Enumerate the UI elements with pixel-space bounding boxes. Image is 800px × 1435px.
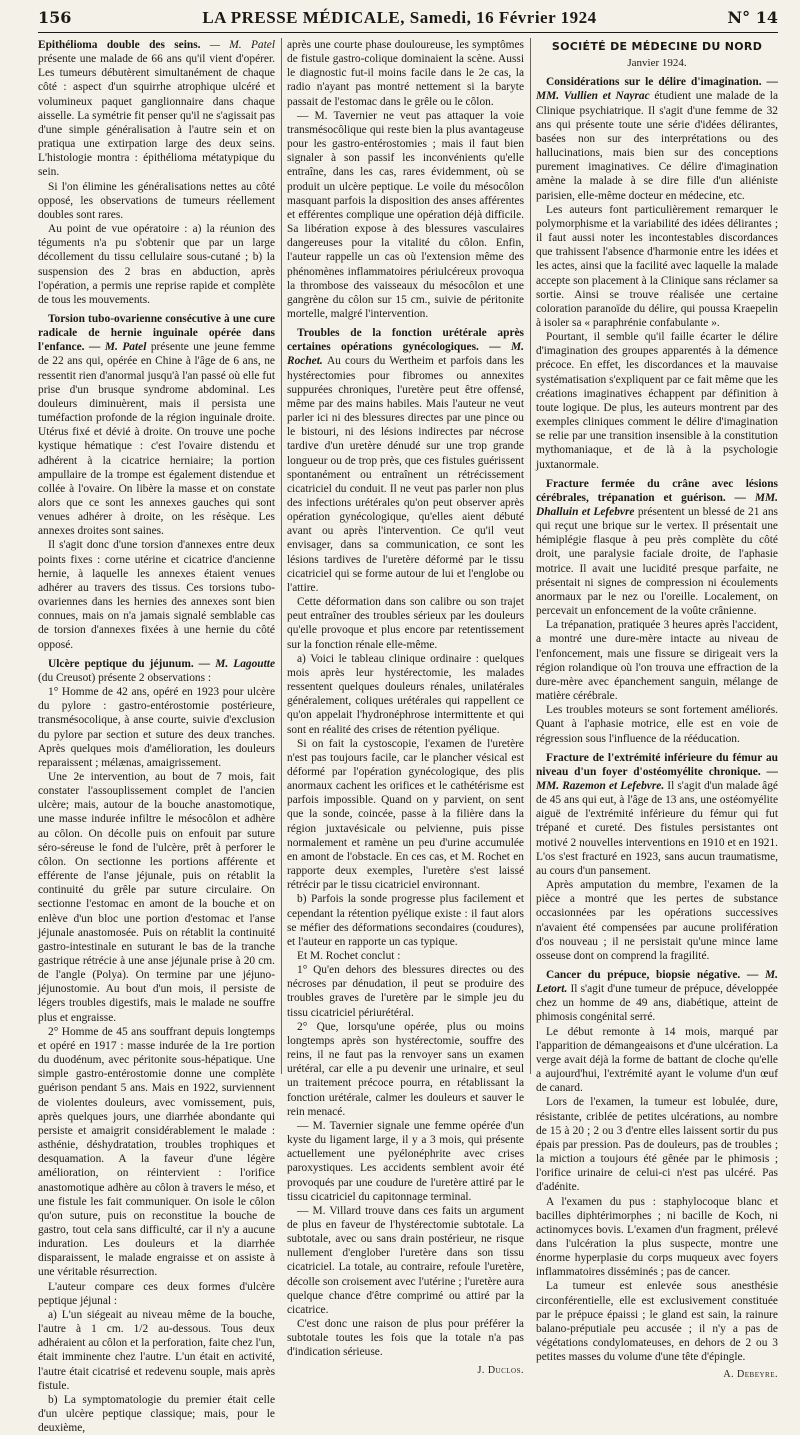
column-3 xyxy=(536,38,779,1381)
article-paragraph: Pourtant, il semble qu'il faille écarter le délire d'imagination des groupes apparentés à la démence précoce. En effet, les discordances et la mauvaise systématisation s'expliquent par ce fait même que les créations imaginatives échappent par définition à toute logique. De plus, les auteurs montrent par des exemples cliniques comment le délire d'imagination se relie par une transition insensible à la constitution mythomaniaque, et de là à la psychologie juxtanormale. xyxy=(536,331,778,471)
article-paragraph: Il s'agit donc d'une torsion d'annexes entre deux points fixes : corne utérine et cicatrice d'ancienne hernie, à laquelle les annexes étaient venues adhérer au travers des tissus. Ces torsions tubo-ovariennes dans les hernies des annexes sont bien connues, mais on n'a jamais signalé semblable cas de torsion d'annexes fixées à une hernie du côté opposé. xyxy=(38,539,275,651)
article-text: étudient une malade de la Clinique psychiatrique. Il s'agit d'une femme de 32 ans qui présente toute une série d'idées délirantes, basées non sur des interprétations ou des hallucinations, mais bien sur des conceptions purement imaginatives. Ce délire d'imagination amène la malade à se dire fille d'un aliéniste parisien, elle-même docteur en médecine, etc. xyxy=(536,90,778,202)
issue-number: N° 14 xyxy=(727,8,778,27)
column-2 xyxy=(287,38,524,1376)
article-paragraph: L'auteur compare ces deux formes d'ulcère peptique jéjunal : xyxy=(38,1280,275,1307)
page-number: 156 xyxy=(38,8,72,27)
column-1 xyxy=(38,38,276,1435)
article-paragraph: A l'examen du pus : staphylocoque blanc et bacilles diphtérimorphes ; ni bacille de Koch, ni actinomyces bovis. L'examen d'un fragment, prélevé dans l'ulcération la plus suspecte, montre une énorme hyperplasie du corps muqueux avec foyers inflammatoires disséminés ; pas de cancer. xyxy=(536,1195,778,1279)
article-author: — M. Patel xyxy=(89,341,147,354)
article-heading xyxy=(287,326,524,595)
article-paragraph: Et M. Rochet conclut : xyxy=(297,950,401,962)
article-author: — MM. Vullien et Nayrac xyxy=(536,76,778,103)
article-text: présentent un blessé de 21 ans qui reçut une brique sur le vertex. Il présentait une hémiplégie flasque à peu près complète du côté droit, une paralysie faciale droite, de l'aphasie motrice. Il avait une lucidité presque parfaite, ne présentait ni signes de compression ni écoulements anormaux par le nez ou l'oreille. Localement, on percevait un enfoncement de la voûte crânienne. xyxy=(536,506,778,618)
article-paragraph: 2° Que, lorsqu'une opérée, plus ou moins longtemps après son hystérectomie, souffre des reins, il ne faut pas la renvoyer sans un examen urétéral, car elle a pu devenir une urinaire, et seul un traitement précoce pourra, en rétablissant la fonction urétérale, calmer les douleurs et sauver le rein menacé. xyxy=(287,1020,524,1118)
article-paragraph: — M. Tavernier ne veut pas attaquer la voie transmésocôlique qui reste bien la plus avantageuse pour les gastro-entérostomies ; mais il faut bien signaler à son passif les inconvénients qu'elle entraîne, dans les cas, rares évidemment, où se produit un ulcère peptique. Le voile du mésocôlon masquant parfois la disposition des anses afférentes et efférentes complique une opération déjà difficile. Sa libération expose à des blessures vasculaires dangereuses pour la vitalité du côlon. Enfin, l'auteur rappelle un cas où l'extension même des phénomènes inflammatoires périulcéreux provoqua la thrombose des vaisseaux du mésocôlon et une gangrène du côlon sur 15 cm., suivie de péritonite mortelle, malgré l'intervention. xyxy=(287,109,524,320)
article-paragraph: 2° Homme de 45 ans souffrant depuis longtemps et opéré en 1917 : masse indurée de la 1re portion du duodénum, avec péritonite sous-hépatique. Une simple gastro-entérostomie donne une complète guérison pendant 5 ans. Mais en 1922, surviennent de violentes douleurs, avec vomissement, puis, après quelques jours, une diarrhée abondante qui persiste et amaigrit considérablement le malade : asthénie, déshydratation, troubles trophiques et desquamation. A la faveur d'une légère amélioration, on réintervient : l'orifice anastomotique adhère au côlon à travers le méso, et une fistule les fait communiquer. On isole le côlon qu'on suture, puis on reconstitue la bouche de gastro, tout cela sans difficulté, car il n'y a aucune induration. Les douleurs et la diarrhée disparaissent, le malade engraisse et on assiste à une véritable résurrection. xyxy=(38,1025,275,1279)
article-paragraph xyxy=(38,38,275,180)
article-paragraph: après une courte phase douloureuse, les symptômes de fistule gastro-colique dominaient la scène. Aussi le diagnostic fut-il moins facile dans le 2e cas, la radio n'ayant pas montré nettement si la baryte passait de l'estomac dans le grêle ou le côlon. xyxy=(287,39,524,108)
article-text: présente une jeune femme de 22 ans qui, opérée en Chine à l'âge de 6 ans, ne ressentit rien d'anormal jusqu'à l'an passé où elle fut prise d'un brusque syndrome abdominal. Les douleurs diminuèrent, mais il persista une tuméfaction profonde de la région inguinale droite. Utérus fixé et dévié à droite. On trouve une poche kystique hématique : c'est l'ovaire distendu et adhérent à la cicatrice herniaire; la portion ampullaire de la trompe est également distendue et collée à l'ovaire. On libère la masse et on constate alors que ce sont les annexes gauches qui sont venues adhérer à droite, on les résèque. Les annexes droites sont saines. xyxy=(38,341,275,538)
article-text: (du Creusot) présente 2 observations : xyxy=(38,671,212,684)
article-paragraph: b) Parfois la sonde progresse plus facilement et cependant la rétention pyélique existe : il faut alors se méfier des déformations secondaires (coudures), et l'auteur en rapporte un cas typique. xyxy=(287,893,524,948)
article-paragraph: La tumeur est enlevée sous anesthésie circonférentielle, elle est exclusivement constituée par le prépuce épaissi ; le gland est sain, la rainure balano-préputiale peu accusée ; il n'y a pas de végétations condylomateuses, en dehors de 2 ou 3 petites masses du volume d'une tête d'épingle. xyxy=(536,1280,778,1364)
article-paragraph: Cette déformation dans son calibre ou son trajet peut entraîner des troubles sérieux par les douleurs qu'elle provoque et plus encore par retentissement sur la fonction rénale elle-même. xyxy=(287,596,524,651)
author-signature: J. Duclos. xyxy=(477,1364,524,1376)
article-paragraph: Les troubles moteurs se sont fortement améliorés. Quant à l'aphasie motrice, elle est en voie de régression sous l'influence de la rééducation. xyxy=(536,704,778,745)
article-author: — M. Lagoutte xyxy=(198,657,276,670)
article-title: Ulcère peptique du jéjunum. xyxy=(48,657,194,670)
article-paragraph: 1° Homme de 42 ans, opéré en 1923 pour ulcère du pylore : gastro-entérostomie postérieure, transmésocolique, à anse courte, suivie d'exclusion du pylore par section et suture des deux tranches. Après quelques mois d'amélioration, les douleurs reparaissent ; mélænas, amaigrissement. xyxy=(38,686,275,769)
article-paragraph: — M. Tavernier signale une femme opérée d'un kyste du ligament large, il y a 3 mois, qui présente actuellement une pyélonéphrite avec crises paroxystiques. Les accidents semblent avoir été provoqués par une coudure de l'uretère attiré par le tissu cicatriciel du capitonnage terminal. xyxy=(287,1119,524,1203)
article-paragraph: a) L'un siégeait au niveau même de la bouche, l'autre à 1 cm. 1/2 au-dessous. Tous deux adhéraient au côlon et la perforation, faite chez l'un, était imminente chez l'autre. L'un était en activité, l'autre était cicatrisé et redevenu souple, mais après fistule. xyxy=(38,1308,275,1392)
article-heading xyxy=(38,657,275,685)
article-paragraph: Si l'on élimine les généralisations nettes au côté opposé, les observations de tumeurs réellement doubles sont rares. xyxy=(38,180,275,221)
article-title: Considérations sur le délire d'imagination. xyxy=(546,76,762,89)
article-paragraph: Le début remonte à 14 mois, marqué par l'apparition de démangeaisons et d'une ulcération. La verge avait déjà la forme de battant de cloche qu'elle a aujourd'hui, l'extrémité ayant le volume d'un œuf de canard. xyxy=(536,1025,778,1095)
article-heading xyxy=(38,312,275,539)
session-date: Janvier 1924. xyxy=(627,57,687,70)
article-text: Il s'agit d'une tumeur de prépuce, développée chez un homme de 49 ans, diabétique, atteint de phimosis congénital serré. xyxy=(536,983,778,1024)
article-title: Troubles de la fonction urétérale après certaines opérations gynécologiques. xyxy=(287,327,524,354)
page-header xyxy=(38,8,778,30)
article-author: — MM. Dhalluin et Lefebvre xyxy=(536,491,778,518)
article-text: Au cours du Wertheim et parfois dans les hystérectomies pour fibromes ou annexites suppurées chroniques, l'uretère peut être offensé, même par des mains habiles. Mais l'auteur ne veut parler ici ni des blessures directes par une pince ou le bistouri, ni des lésions indirectes par nécrose tardive d'un uretère dénudé sur une trop grande longueur ou de trop près, que ces fistules guérissent spontanément ou entraînent un rétrécissement cicatriciel du conduit. Il ne veut pas parler non plus des infections urétérales qu'on peut observer après opération gynécologique, qu'elles aient débuté avant ou après l'intervention. Ce qu'il veut envisager, dans sa communication, ce sont les lésions tardives de l'uretère déformé par le tissu cicatriciel qui se forme autour de lui et l'englobe ou l'attire. xyxy=(287,355,524,594)
article-paragraph: a) Voici le tableau clinique ordinaire : quelques mois après leur hystérectomie, les malades ressentent quelques douleurs rénales, unilatérales généralement, coliques urétérales qui rappellent ce qu'on appelait l'hydronéphrose intermittente et qui sont en réalité des crises de rétention pyélique. xyxy=(287,652,524,736)
article-title: Epithélioma double des seins. xyxy=(38,39,201,51)
article-paragraph: Une 2e intervention, au bout de 7 mois, fait constater l'assouplissement complet de l'ancien ulcère; mais, autour de la bouche anastomotique, une masse indurée infiltre le mésocôlon et adhère au côlon. On décolle puis on enfouit par suture séro-séreuse le fond de l'ulcère, prêt à perforer le côlon. On sectionne les portions afférente et efférente de l'anse jéjunale, puis on rétablit la continuité du grêle par suture circulaire. On sectionne l'estomac en amont de la bouche et on enlève d'un bloc une portion d'estomac et l'anse jéjunale anastomosée. Puis on rétablit la continuité gastro-intestinale en suturant le bas de la tranche gastrique rétrécie à une anse jéjunale prise à 20 cm. de l'angle (Polya). On termine par une jéjuno-jéjunostomie. Au bout d'un mois, il persiste de légers troubles digestifs, mais le malade ne souffre plus et engraisse. xyxy=(38,770,275,1024)
article-title: Torsion tubo-ovarienne consécutive à une cure radicale de hernie inguinale opérée dans l'enfance. xyxy=(38,312,275,354)
article-text: Il s'agit d'un malade âgé de 45 ans qui eut, à l'âge de 13 ans, une ostéomyélite aiguë de l'extrémité inférieure du fémur qui fut trépané et cureté. Des fistules persistantes ont motivé 2 nouvelles interventions en 1910 et en 1921. L'os s'est fracturé en 1923, sans aucun traumatisme, au cours d'un pansement. xyxy=(536,779,778,877)
journal-title: LA PRESSE MÉDICALE, Samedi, 16 Février 1924 xyxy=(202,8,597,27)
article-paragraph: 1° Qu'en dehors des blessures directes ou des nécroses par dénudation, il peut se produire des troubles graves de l'uretère par le simple jeu du tissu cicatriciel périurétéral. xyxy=(287,964,524,1019)
article-heading xyxy=(536,968,778,1025)
article-paragraph: Lors de l'examen, la tumeur est lobulée, dure, résistante, criblée de petites ulcérations, au nombre de 15 à 20 ; 2 ou 3 d'entre elles laissent sortir du pus épais par pression. Pas de douleurs, pas de troubles ; la miction a toujours été gênée par le phimosis ; l'orifice urinaire de celui-ci n'est pas ulcéré. Pas d'adénite. xyxy=(536,1096,778,1194)
article-heading xyxy=(536,751,778,878)
article-paragraph: Les auteurs font particulièrement remarquer le polymorphisme et la variabilité des idées délirantes ; il faut aussi noter les incontestables discordances que trahissent l'absence d'harmonie entre les idées et les actes, ainsi que la facilité avec laquelle la malade accepte son placement à la Clinique sans réclamer sa sortie. Ainsi se trouve réalisée une certaine coloration paranoïde du délire, qui poussa Kraepelin à isoler sa « paraphrénie confabulante ». xyxy=(536,203,778,329)
article-paragraph: Si on fait la cystoscopie, l'examen de l'uretère n'est pas toujours facile, car le plancher vésical est déformé par l'opération gynécologique, des plis anormaux cachent les orifices et le cathétérisme est parfois impossible. Quand on y parvient, on sent que la sonde, coincée, passe à la filière dans la région juxtavésicale ou pelvienne, puis pisse normalement et ramène un peu d'urine accumulée en amont de l'obstacle. En ces cas, et M. Rochet en rapporte deux exemples, l'uretère s'est laissé rétrécir par le tissu cicatriciel environnant. xyxy=(287,737,524,892)
article-author: — MM. Razemon et Lefebvre. xyxy=(536,765,779,792)
article-author: — M. Rochet. xyxy=(287,341,524,368)
article-paragraph: Après amputation du membre, l'examen de la pièce a montré que les pertes de substance occasionnées par les opérations successives n'avaient été compensées par aucune prolifération d'os nouveau ; il ne persistait qu'une mince lame osseuse dont on comprend la fragilité. xyxy=(536,879,778,962)
article-paragraph: — M. Villard trouve dans ces faits un argument de plus en faveur de l'hystérectomie subtotale. La subtotale, avec ou sans drain postérieur, ne risque nullement d'englober l'uretère dans son tissu cicatriciel. La totale, au contraire, refoule l'uretère, décolle son croisement avec l'utérine ; l'uretère aura quelque chance d'être comprimé ou attiré par la cicatrice. xyxy=(287,1204,524,1316)
column-divider xyxy=(281,38,282,1074)
article-title: Fracture de l'extrémité inférieure du fémur au niveau d'un foyer d'ostéomyélite chronique. xyxy=(536,751,778,778)
article-title: Fracture fermée du crâne avec lésions cérébrales, trépanation et guérison. xyxy=(536,477,778,504)
article-heading xyxy=(536,477,778,619)
author-signature: A. Debeyre. xyxy=(723,1369,778,1381)
article-title: Cancer du prépuce, biopsie négative. xyxy=(546,969,741,981)
article-heading xyxy=(536,75,778,202)
header-rule xyxy=(38,32,778,33)
article-author: — M. Letort. xyxy=(536,969,779,996)
column-divider xyxy=(530,38,531,1074)
article-paragraph: C'est donc une raison de plus pour préférer la subtotale toutes les fois que la totale n'a pas d'indication sérieuse. xyxy=(287,1318,524,1359)
article-paragraph: Au point de vue opératoire : a) la réunion des téguments n'a pu s'obtenir que par un large décollement du tissu cellulaire sous-cutané ; b) la suspension des 2 bras en abduction, après l'opération, a permis une reprise rapide et complète de tous les mouvements. xyxy=(38,223,275,306)
society-heading: SOCIÉTÉ DE MÉDECINE DU NORD xyxy=(551,40,763,53)
article-paragraph: b) La symptomatologie du premier était celle d'un ulcère peptique classique; mais, pour le deuxième, xyxy=(38,1393,275,1435)
article-paragraph: La trépanation, pratiquée 3 heures après l'accident, a montré une dure-mère intacte au niveau de l'enfoncement, mais une fissure se dirigeait vers la région rolandique où l'on trouva une effraction de la dure-mère avec épanchement sanguin, mélange de matière cérébrale. xyxy=(536,619,778,703)
article-text: présente une malade de 66 ans qu'il vient d'opérer. Les tumeurs débutèrent simultanément de chaque côté : aspect d'un squirrhe atrophique ulcéré et volumineux paquet ganglionnaire dans chaque aisselle. La symétrie fit penser qu'il ne s'agissait pas d'une simple généralisation à l'autre sein et on pratiqua une extirpation large des deux seins. L'histologie montra : épithélioma métatypique du sein. xyxy=(38,53,275,179)
article-author: — M. Patel xyxy=(209,39,276,51)
